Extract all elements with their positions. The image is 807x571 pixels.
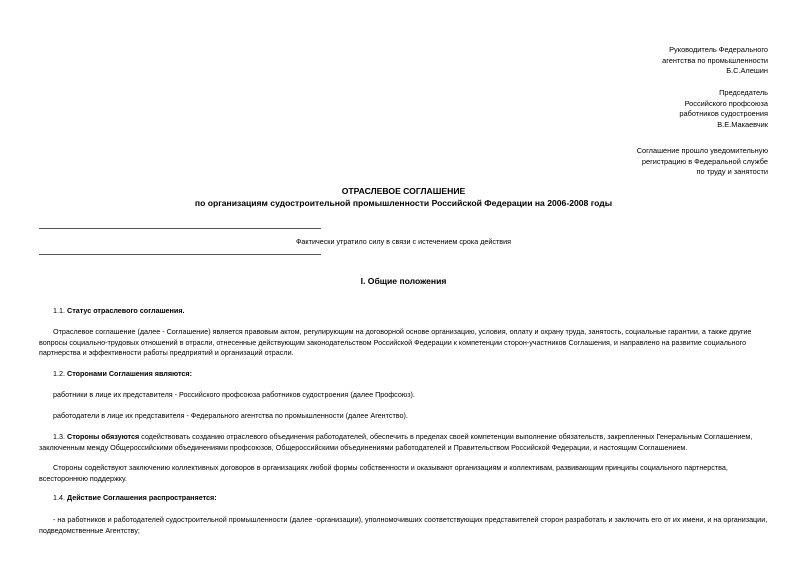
- paragraph-line: партнерства и эффективности работы предприятий и организаций отрасли.: [39, 348, 294, 358]
- clause-1-3: [39, 432, 768, 453]
- signature-head-agency: [662, 45, 768, 77]
- paragraph-employers: работодатели в лице их представителя - Федерального агентства по промышленности (далее Агентство).: [53, 411, 408, 420]
- clause-number: 1.4.: [53, 493, 65, 502]
- clause-number: 1.2.: [53, 369, 65, 378]
- paragraph-line: Отраслевое соглашение (далее - Соглашение) является правовым актом, регулирующим на договорной основе организацию, условия, оплату и охрану труда, занятость, социальные гарантии, а также другие: [53, 327, 752, 336]
- paragraph-line: заключенным между Общероссийскими объединениями профсоюзов, Общероссийскими объединениями работодателей и Правительством Российской Федерации, и настоящим Соглашением.: [39, 442, 688, 452]
- paragraph-line: всестороннюю поддержку.: [39, 473, 127, 483]
- signature-name: В.Е.Макаевчик: [717, 119, 768, 129]
- divider: [39, 228, 321, 229]
- paragraph-line: подведомственные Агентству;: [39, 525, 140, 535]
- paragraph-scope: [39, 515, 768, 536]
- clause-1-2-heading: [39, 369, 768, 380]
- registration-line: Соглашение прошло уведомительную: [636, 146, 768, 155]
- signature-line: агентства по промышленности: [662, 55, 768, 65]
- paragraph-workers: работники в лице их представителя - Российского профсоюза работников судостроения (далее Профсоюз).: [53, 390, 415, 399]
- clause-title: Действие Соглашения распространяется:: [67, 493, 217, 502]
- registration-line: регистрацию в Федеральной службе: [641, 156, 768, 166]
- clause-title: Сторонами Соглашения являются:: [67, 369, 193, 378]
- signature-line: работников судостроения: [679, 109, 768, 118]
- document-subtitle: по организациям судостроительной промышленности Российской Федерации на 2006-2008 годы: [194, 198, 613, 208]
- document-title: ОТРАСЛЕВОЕ СОГЛАШЕНИЕ: [341, 186, 466, 196]
- paragraph-status: [39, 327, 768, 359]
- clause-text: содействовать созданию отраслевого объединения работодателей, обеспечить в пределах своей компетенции выполнение обязательств, закрепленных Генеральным Соглашением,: [141, 432, 753, 441]
- registration-line: по труду и занятости: [696, 167, 768, 176]
- clause-1-4-heading: [39, 493, 768, 504]
- signature-line: Руководитель Федерального: [669, 45, 768, 54]
- paragraph-line: - на работников и работодателей судостроительной промышленности (далее -организации), уполномочивших соответствующих представителей сторон разработать и заключить его от их имени, и на организации,: [53, 515, 768, 524]
- section-heading: I. Общие положения: [360, 276, 447, 286]
- signature-line: Председатель: [719, 88, 768, 97]
- registration-note: [637, 146, 768, 178]
- clause-title: Статус отраслевого соглашения.: [67, 306, 185, 315]
- clause-title: Стороны обязуются: [67, 432, 140, 441]
- clause-number: 1.1.: [53, 306, 65, 315]
- paragraph-collective-agreements: [39, 463, 768, 484]
- divider: [39, 254, 321, 255]
- status-note: Фактически утратило силу в связи с истечением срока действия: [295, 237, 512, 246]
- signature-line: Российского профсоюза: [684, 98, 768, 108]
- signature-name: Б.С.Алешин: [726, 66, 768, 75]
- clause-number: 1.3.: [53, 432, 65, 441]
- clause-1-1-heading: [39, 306, 768, 317]
- signature-chairman: [679, 88, 768, 130]
- paragraph-line: Стороны содействуют заключению коллективных договоров в организациях любой формы собственности и оказывают организациям и коллективам, развивающим принципы социального партнерства,: [53, 463, 728, 472]
- paragraph-line: вопросы социально-трудовых отношений в отрасли, отнесенные действующим законодательством Российской Федерации к компетенции сторон-участников Соглашения, и направлено на развитие социального: [39, 337, 747, 347]
- paragraph-line: [39, 432, 768, 443]
